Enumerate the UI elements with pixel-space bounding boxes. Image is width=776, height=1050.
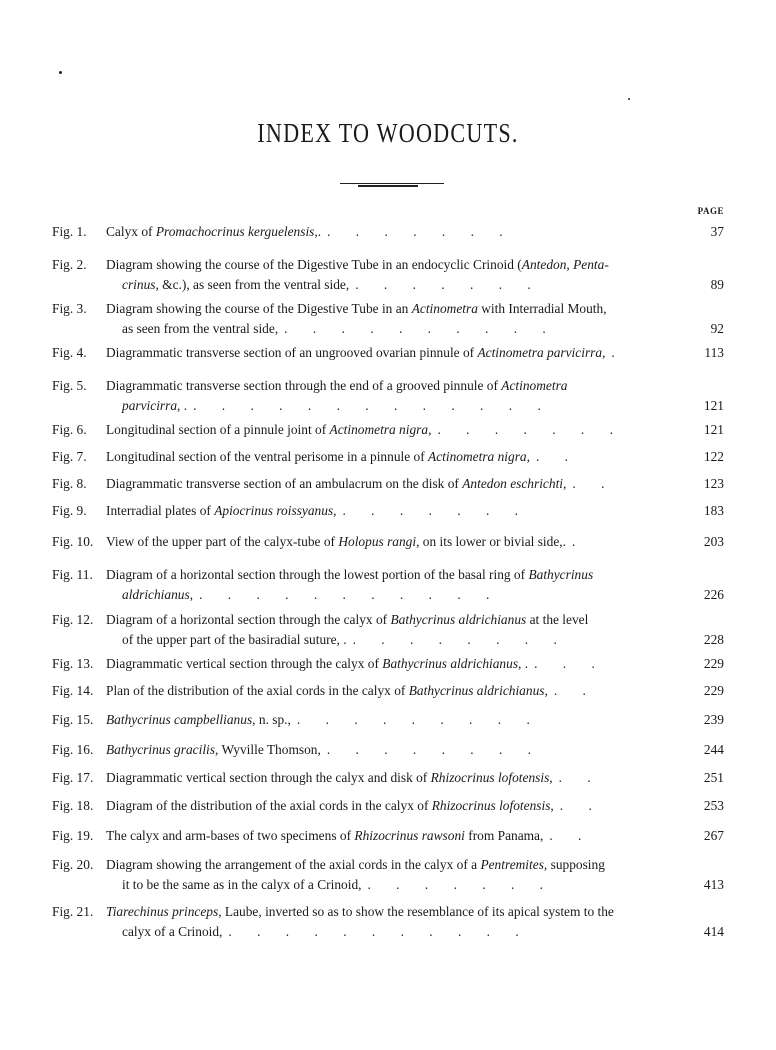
- figure-description: [106, 610, 680, 650]
- figure-number: Fig. 2.: [52, 257, 87, 272]
- figure-description: [106, 710, 680, 730]
- description-line: [106, 902, 680, 922]
- description-text: with Interradial Mouth,: [477, 301, 607, 316]
- figure-description: [106, 474, 680, 494]
- description-line: [106, 501, 680, 521]
- figure-description: [106, 740, 680, 760]
- leader-dots: . . . . . . . . .: [296, 712, 530, 727]
- page-number: 89: [710, 277, 724, 292]
- figure-number: Fig. 1.: [52, 224, 87, 239]
- description-text: ,: [189, 587, 194, 602]
- figure-description: [106, 654, 680, 674]
- description-text: Diagrammatic transverse section through the end of a grooved pinnule of: [106, 378, 502, 393]
- title-rule: [340, 183, 444, 189]
- description-text: Diagram of a horizontal section through the lowest portion of the basal ring of: [106, 567, 529, 582]
- description-line: [106, 565, 680, 585]
- description-line: [106, 654, 680, 674]
- figure-number: Fig. 19.: [52, 828, 94, 843]
- page-number: 37: [710, 224, 724, 239]
- figure-description: [106, 855, 680, 895]
- leader-dots: . . . . . . .: [327, 224, 503, 239]
- figure-number: Fig. 13.: [52, 656, 94, 671]
- page-number: 121: [703, 422, 724, 437]
- page-number: 239: [703, 712, 724, 727]
- italic-taxon-text: Rhizocrinus lofotensis: [431, 798, 551, 813]
- italic-taxon-text: Antedon, Penta-: [521, 257, 609, 272]
- page-number: 413: [703, 877, 724, 892]
- figure-description: [106, 768, 680, 788]
- description-text: , Laube, inverted so as to show the resemblance of its apical system to the: [218, 904, 614, 919]
- italic-taxon-text: Actinometra parvicirra: [477, 345, 603, 360]
- description-text: Diagram showing the arrangement of the axial cords in the calyx of a: [106, 857, 481, 872]
- description-text: , .: [177, 398, 188, 413]
- italic-taxon-text: Bathycrinus aldrichianus: [408, 683, 545, 698]
- leader-dots: . .: [549, 828, 582, 843]
- description-text: , n. sp.,: [252, 712, 291, 727]
- leader-dots: .: [611, 345, 615, 360]
- leader-dots: . . . . . . . . . . . . .: [193, 398, 541, 413]
- page-number: 226: [703, 587, 724, 602]
- ink-speck: [628, 98, 630, 100]
- figure-description: [106, 343, 680, 363]
- description-text: Diagrammatic transverse section of an ambulacrum on the disk of: [106, 476, 463, 491]
- page-number: 251: [703, 770, 724, 785]
- italic-taxon-text: Bathycrinus gracilis: [106, 742, 215, 757]
- description-text: Diagrammatic vertical section through the calyx of: [106, 656, 383, 671]
- description-text: Diagrammatic vertical section through the calyx and disk of: [106, 770, 431, 785]
- description-text: Longitudinal section of a pinnule joint of: [106, 422, 330, 437]
- figure-number: Fig. 15.: [52, 712, 94, 727]
- italic-taxon-text: Actinometra nigra: [329, 422, 429, 437]
- leader-dots: . . . . . . .: [355, 277, 531, 292]
- description-text: Longitudinal section of the ventral perisome in a pinnule of: [106, 449, 429, 464]
- description-line: [106, 474, 680, 494]
- leader-dots: . . . . . . .: [437, 422, 613, 437]
- italic-taxon-text: Bathycrinus campbellianus: [106, 712, 253, 727]
- figure-number: Fig. 4.: [52, 345, 87, 360]
- description-text: as seen from the ventral side,: [122, 321, 279, 336]
- description-line: [106, 255, 680, 275]
- description-text: Diagram showing the course of the Digestive Tube in an: [106, 301, 412, 316]
- italic-taxon-text: aldrichianus: [122, 587, 190, 602]
- leader-dots: .: [571, 534, 576, 549]
- leader-dots: . . . . . . .: [342, 503, 519, 518]
- figure-number: Fig. 11.: [52, 567, 93, 582]
- figure-description: [106, 222, 680, 242]
- italic-taxon-text: Actinometra: [501, 378, 568, 393]
- description-line: [106, 681, 680, 701]
- description-line: [106, 855, 680, 875]
- description-text: ,: [563, 476, 567, 491]
- figure-number: Fig. 9.: [52, 503, 87, 518]
- page-number: 229: [703, 656, 724, 671]
- description-line: [106, 610, 680, 630]
- italic-taxon-text: parvicirra: [122, 398, 178, 413]
- leader-dots: . . . . . . . .: [352, 632, 557, 647]
- page-number: 92: [710, 321, 724, 336]
- description-text: ,: [428, 422, 432, 437]
- description-text: at the level: [526, 612, 589, 627]
- ink-speck: [59, 71, 62, 74]
- rule-thick-line: [358, 185, 418, 187]
- page-number: 113: [704, 345, 724, 360]
- figure-number: Fig. 20.: [52, 857, 94, 872]
- leader-dots: . .: [572, 476, 605, 491]
- description-line: [106, 532, 680, 552]
- italic-taxon-text: crinus: [122, 277, 156, 292]
- figure-description: [106, 255, 680, 295]
- italic-taxon-text: Apiocrinus roissyanus: [214, 503, 334, 518]
- figure-number: Fig. 5.: [52, 378, 87, 393]
- description-line: [106, 630, 680, 650]
- leader-dots: . .: [553, 683, 586, 698]
- italic-taxon-text: Actinometra: [411, 301, 478, 316]
- description-text: Plan of the distribution of the axial cords in the calyx of: [106, 683, 409, 698]
- description-line: [106, 447, 680, 467]
- page-number: 183: [703, 503, 724, 518]
- description-line: [106, 319, 680, 339]
- description-text: , supposing: [543, 857, 605, 872]
- description-text: Diagrammatic transverse section of an ungrooved ovarian pinnule of: [106, 345, 478, 360]
- figure-description: [106, 796, 680, 816]
- figure-description: [106, 501, 680, 521]
- leader-dots: . . . . . . .: [367, 877, 544, 892]
- description-line: [106, 585, 680, 605]
- description-text: ,: [602, 345, 606, 360]
- figure-number: Fig. 12.: [52, 612, 94, 627]
- figure-number: Fig. 14.: [52, 683, 94, 698]
- rule-thin-line: [340, 183, 444, 184]
- italic-taxon-text: Bathycrinus aldrichianus: [390, 612, 527, 627]
- description-line: [106, 275, 680, 295]
- leader-dots: . .: [558, 770, 591, 785]
- description-text: View of the upper part of the calyx-tube of: [106, 534, 339, 549]
- description-text: ,: [550, 798, 554, 813]
- description-line: [106, 740, 680, 760]
- italic-taxon-text: Bathycrinus: [528, 567, 594, 582]
- description-text: ,: [544, 683, 548, 698]
- description-text: , on its lower or bivial side,.: [416, 534, 566, 549]
- page-number: 228: [703, 632, 724, 647]
- description-line: [106, 875, 680, 895]
- description-line: [106, 396, 680, 416]
- description-text: of the upper part of the basiradial suture, .: [122, 632, 347, 647]
- figure-number: Fig. 18.: [52, 798, 94, 813]
- leader-dots: . . . . . . . . . . .: [228, 924, 519, 939]
- italic-taxon-text: Pentremites: [480, 857, 544, 872]
- description-line: [106, 299, 680, 319]
- description-text: Diagram of a horizontal section through the calyx of: [106, 612, 391, 627]
- description-line: [106, 922, 680, 942]
- description-line: [106, 710, 680, 730]
- description-line: [106, 222, 680, 242]
- italic-taxon-text: Tiarechinus princeps: [106, 904, 219, 919]
- description-text: , .: [518, 656, 529, 671]
- figure-description: [106, 902, 680, 942]
- figure-number: Fig. 21.: [52, 904, 94, 919]
- leader-dots: . .: [559, 798, 592, 813]
- figure-number: Fig. 7.: [52, 449, 87, 464]
- description-text: The calyx and arm-bases of two specimens of: [106, 828, 355, 843]
- page-title: INDEX TO WOODCUTS.: [257, 118, 519, 148]
- figure-number: Fig. 16.: [52, 742, 94, 757]
- figure-number: Fig. 6.: [52, 422, 87, 437]
- description-line: [106, 826, 680, 846]
- leader-dots: . . . . . . . . . . .: [199, 587, 490, 602]
- figure-number: Fig. 8.: [52, 476, 87, 491]
- description-text: ,: [549, 770, 553, 785]
- figure-description: [106, 447, 680, 467]
- figure-description: [106, 299, 680, 339]
- description-text: ,: [526, 449, 530, 464]
- description-line: [106, 796, 680, 816]
- italic-taxon-text: Rhizocrinus lofotensis: [430, 770, 550, 785]
- italic-taxon-text: Actinometra nigra: [428, 449, 527, 464]
- figure-number: Fig. 10.: [52, 534, 94, 549]
- leader-dots: . . . . . . . . . .: [284, 321, 546, 336]
- page-number: 122: [703, 449, 724, 464]
- page-number: 244: [703, 742, 724, 757]
- italic-taxon-text: Holopus rangi: [338, 534, 417, 549]
- description-text: Interradial plates of: [106, 503, 215, 518]
- description-text: ,.: [314, 224, 322, 239]
- figure-description: [106, 681, 680, 701]
- description-text: Calyx of: [106, 224, 156, 239]
- description-line: [106, 768, 680, 788]
- leader-dots: . . . . . . . .: [326, 742, 532, 757]
- description-text: from Panama,: [464, 828, 544, 843]
- italic-taxon-text: Promachocrinus kerguelensis: [155, 224, 315, 239]
- figure-description: [106, 420, 680, 440]
- figure-description: [106, 826, 680, 846]
- page-number: 121: [703, 398, 724, 413]
- description-line: [106, 376, 680, 396]
- figure-number: Fig. 17.: [52, 770, 94, 785]
- figure-description: [106, 565, 680, 605]
- description-text: , &c.), as seen from the ventral side,: [155, 277, 350, 292]
- figure-description: [106, 532, 680, 552]
- page-number: 253: [703, 798, 724, 813]
- page-column-header: PAGE: [697, 206, 724, 216]
- leader-dots: . . .: [534, 656, 595, 671]
- italic-taxon-text: Bathycrinus aldrichianus: [382, 656, 519, 671]
- description-text: ,: [333, 503, 337, 518]
- italic-taxon-text: Antedon eschrichti: [462, 476, 564, 491]
- figure-number: Fig. 3.: [52, 301, 87, 316]
- description-line: [106, 343, 680, 363]
- description-text: Diagram of the distribution of the axial cords in the calyx of: [106, 798, 432, 813]
- page-number: 203: [703, 534, 724, 549]
- page-number: 414: [703, 924, 724, 939]
- leader-dots: . .: [535, 449, 569, 464]
- description-text: Diagram showing the course of the Digestive Tube in an endocyclic Crinoid (: [106, 257, 522, 272]
- description-line: [106, 420, 680, 440]
- figure-description: [106, 376, 680, 416]
- page-number: 123: [703, 476, 724, 491]
- description-text: it to be the same as in the calyx of a Crinoid,: [122, 877, 362, 892]
- italic-taxon-text: Rhizocrinus rawsoni: [354, 828, 465, 843]
- page-number: 229: [703, 683, 724, 698]
- description-text: , Wyville Thomson,: [214, 742, 321, 757]
- description-text: calyx of a Crinoid,: [122, 924, 223, 939]
- page-number: 267: [703, 828, 724, 843]
